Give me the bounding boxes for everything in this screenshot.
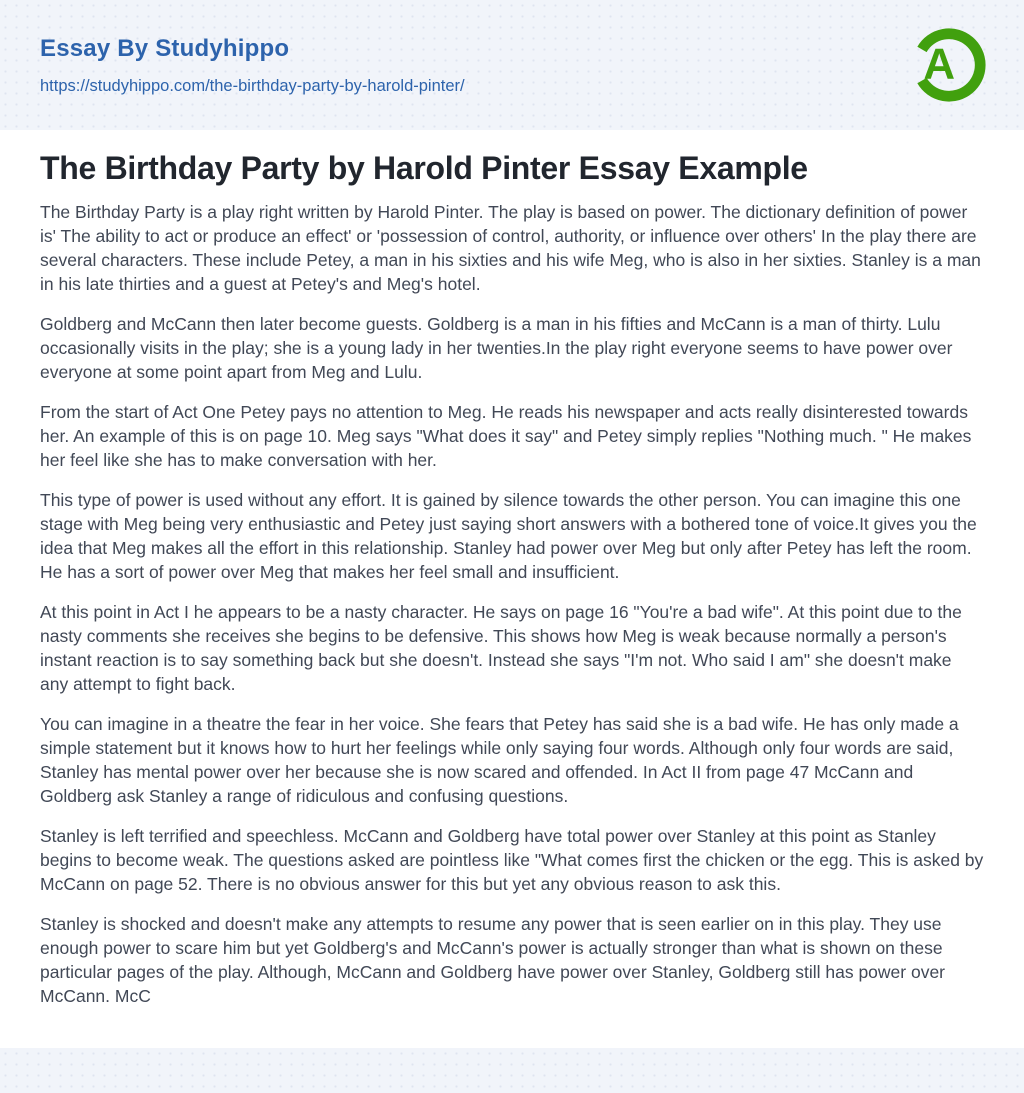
essay-paragraph: The Birthday Party is a play right written by Harold Pinter. The play is based on power. The dictionary definition of power is' The ability to act or produce an effect' or 'possession of control, authority, or influence over others' In the play there are several characters. These include Petey, a man in his sixties and his wife Meg, who is also in her sixties. Stanley is a man in his late thirties and a guest at Petey's and Meg's hotel. [40,202,981,294]
essay-paragraph: You can imagine in a theatre the fear in her voice. She fears that Petey has said she is a bad wife. He has only made a simple statement but it knows how to hurt her feelings while only saying four words. Although only four words are said, Stanley has mental power over her because she is now scared and offended. In Act II from page 47 McCann and Goldberg ask Stanley a range of ridiculous and confusing questions. [40,714,959,806]
essay-content [0,130,1024,1008]
studyhippo-logo [910,26,988,104]
essay-paragraph: This type of power is used without any effort. It is gained by silence towards the other person. You can imagine this one stage with Meg being very enthusiastic and Petey just saying short answers with a bothered tone of voice.It gives you the idea that Meg makes all the effort in this relationship. Stanley had power over Meg but only after Petey has left the room. He has a sort of power over Meg that makes her feel small and insufficient. [40,490,977,582]
essay-paragraph: At this point in Act I he appears to be a nasty character. He says on page 16 "You're a bad wife". At this point due to the nasty comments she receives she begins to be defensive. This shows how Meg is weak because normally a person's instant reaction is to say something back but she doesn't. Instead she says "I'm not. Who said I am" she doesn't make any attempt to fight back. [40,602,962,694]
page-url-link[interactable]: https://studyhippo.com/the-birthday-party-by-harold-pinter/ [40,76,465,95]
header-text-block [40,35,465,96]
page-header [0,0,1024,130]
essay-paragraph: Goldberg and McCann then later become guests. Goldberg is a man in his fifties and McCann is a man of thirty. Lulu occasionally visits in the play; she is a young lady in her twenties.In the play right everyone seems to have power over everyone at some point apart from Meg and Lulu. [40,314,953,382]
logo-arc-icon [910,26,988,104]
logo-letter: A [923,39,956,89]
site-title: Essay By Studyhippo [40,34,290,62]
essay-paragraph: Stanley is left terrified and speechless. McCann and Goldberg have total power over Stanley at this point as Stanley begins to become weak. The questions asked are pointless like "What comes first the chicken or the egg. This is asked by McCann on page 52. There is no obvious answer for this but yet any obvious reason to ask this. [40,826,984,894]
essay-paragraph: From the start of Act One Petey pays no attention to Meg. He reads his newspaper and acts really disinterested towards her. An example of this is on page 10. Meg says "What does it say" and Petey simply replies "Nothing much. " He makes her feel like she has to make conversation with her. [40,402,972,470]
footer-band [0,1048,1024,1093]
essay-title: The Birthday Party by Harold Pinter Essay Example [40,150,808,186]
essay-paragraph: Stanley is shocked and doesn't make any attempts to resume any power that is seen earlier on in this play. They use enough power to scare him but yet Goldberg's and McCann's power is actually stronger than what is shown on these particular pages of the play. Although, McCann and Goldberg have power over Stanley, Goldberg still has power over McCann. McC [40,914,946,1006]
